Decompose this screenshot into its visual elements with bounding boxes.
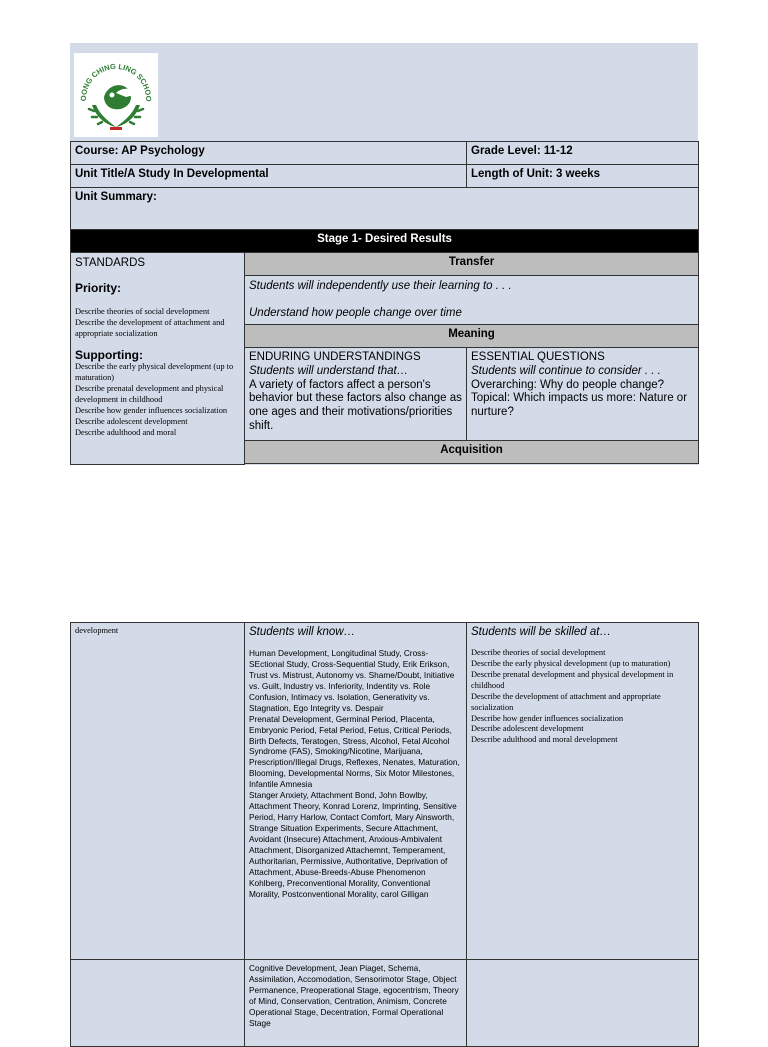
transfer-line2: Understand how people change over time — [249, 306, 462, 319]
grade-level-cell: Grade Level: 11-12 — [467, 142, 699, 165]
supporting-item: Describe how gender influences socialization — [75, 406, 228, 416]
supporting-item: Describe adolescent development — [75, 416, 188, 426]
eu-subtitle: Students will understand that… — [249, 364, 409, 377]
know-paragraph: Human Development, Longitudinal Study, Cross-SEctional Study, Cross-Sequential Study, Erik Erikson, Trust vs. Mistrust, Autonomy vs. Shame/Doubt, Initiative vs. Guilt, Industry vs. Inferiority, Indentity vs. Role Confusion, Intimacy vs. Isolation, Generativity vs. Stagnation, Ego Integrity vs. Despair — [249, 648, 455, 713]
essential-questions-cell — [467, 348, 699, 441]
know-paragraph: Stanger Anxiety, Attachment Bond, John Bowlby, Attachment Theory, Konrad Lorenz, Imprinting, Sensitive Period, Harry Harlow, Contact Comfort, Mary Ainsworth, Strange Situation Experiments, Secure Attachment, Avoidant (Insecure) Attachment, Anxious-Ambivalent Attachment, Disorganized Attachemnt, Temperament, Authoritarian, Permissive, Authoritative, Deprivation of Attachment, Abuse-Breeds-Abuse Phenomenon — [249, 790, 457, 877]
course-cell: Course: AP Psychology — [71, 142, 467, 165]
standards-cell — [71, 253, 245, 465]
know-list — [249, 648, 462, 900]
students-skilled-cell — [467, 623, 699, 960]
supporting-label: Supporting: — [75, 347, 143, 362]
unit-plan-page-1 — [70, 43, 698, 465]
skilled-item: Describe adolescent development — [471, 724, 584, 734]
unit-summary-cell: Unit Summary: — [71, 188, 699, 230]
transfer-cell — [245, 276, 699, 325]
know-heading: Students will know… — [249, 626, 356, 638]
transfer-header: Transfer — [245, 253, 699, 276]
priority-label: Priority: — [75, 280, 122, 295]
students-will-know-cell — [245, 623, 467, 960]
know-paragraph: Prenatal Development, Germinal Period, Placenta, Embryonic Period, Fetal Period, Fetus, Critical Periods, Birth Defects, Teratogen, Stress, Alcohol, Fetal Alcohol Syndrome (FAS), Smoking/Nicotine, Marijuana, Prescription/Illegal Drugs, Reflexes, Nenates, Maturation, Blooming, Developmental Norms, Six Motor Milestones, Infantile Amnesia — [249, 713, 460, 790]
enduring-understandings-cell — [245, 348, 467, 441]
skilled-list — [471, 648, 694, 746]
skilled-heading: Students will be skilled at… — [471, 626, 611, 638]
supporting-item: Describe prenatal development and physical development in childhood — [75, 384, 224, 405]
stage1-header: Stage 1- Desired Results — [71, 230, 699, 253]
eu-title: ENDURING UNDERSTANDINGS — [249, 351, 421, 363]
acquisition-header: Acquisition — [245, 441, 699, 464]
logo-text: OONG CHING LING SCHOO — [78, 61, 154, 102]
supporting-item: Describe the early physical development (up to maturation) — [75, 362, 234, 383]
school-crest-icon — [74, 53, 158, 137]
supporting-item: Describe adulthood and moral — [75, 427, 177, 437]
skilled-item: Describe the early physical development (up to maturation) — [471, 658, 671, 668]
standards-continued-text: development — [75, 626, 119, 635]
skilled-item: Describe how gender influences socialization — [471, 713, 624, 723]
unit-plan-page-2 — [70, 622, 698, 1047]
know-row2-cell — [245, 960, 467, 1047]
skilled-item: Describe theories of social development — [471, 648, 606, 657]
acquisition-table — [70, 622, 699, 1047]
meaning-header: Meaning — [245, 325, 699, 348]
know-row2-text: Cognitive Development, Jean Piaget, Schema, Assimilation, Accomodation, Sensorimotor Stage, Object Permanence, Preoperational Stage, egocentrism, Theory of Mind, Conservation, Centration, Animism, Concrete Operational Stage, Decentration, Formal Operational Stage — [249, 963, 459, 1028]
supporting-list — [75, 362, 240, 438]
priority-item: Describe the development of attachment and appropriate socialization — [75, 318, 225, 339]
skilled-item: Describe adulthood and moral development — [471, 735, 618, 745]
skilled-item: Describe the development of attachment and appropriate socialization — [471, 691, 661, 712]
know-paragraph: Kohlberg, Preconventional Morality, Conventional Morality, Postconventional Morality, carol Gilligan — [249, 877, 431, 899]
unit-title-cell: Unit Title/A Study In Developmental — [71, 165, 467, 188]
empty-left-cell — [71, 960, 245, 1047]
eq-overarching: Overarching: Why do people change? — [471, 378, 665, 391]
eq-title: ESSENTIAL QUESTIONS — [471, 351, 605, 363]
eq-topical: Topical: Which impacts us more: Nature or nurture? — [471, 392, 688, 419]
standards-title: STANDARDS — [75, 257, 146, 269]
unit-info-table — [70, 141, 699, 465]
eu-body: A variety of factors affect a person's behavior but these factors also change as one ages and their motivations/priorities shift. — [249, 378, 462, 432]
header-band — [70, 43, 698, 141]
standards-continued-cell — [71, 623, 245, 960]
empty-right-cell — [467, 960, 699, 1047]
transfer-line1: Students will independently use their learning to . . . — [249, 280, 512, 292]
priority-list — [75, 307, 240, 340]
priority-item: Describe theories of social development — [75, 307, 210, 317]
length-of-unit-cell: Length of Unit: 3 weeks — [467, 165, 699, 188]
skilled-item: Describe prenatal development and physical development in childhood — [471, 669, 674, 690]
eq-subtitle: Students will continue to consider . . . — [471, 364, 661, 377]
